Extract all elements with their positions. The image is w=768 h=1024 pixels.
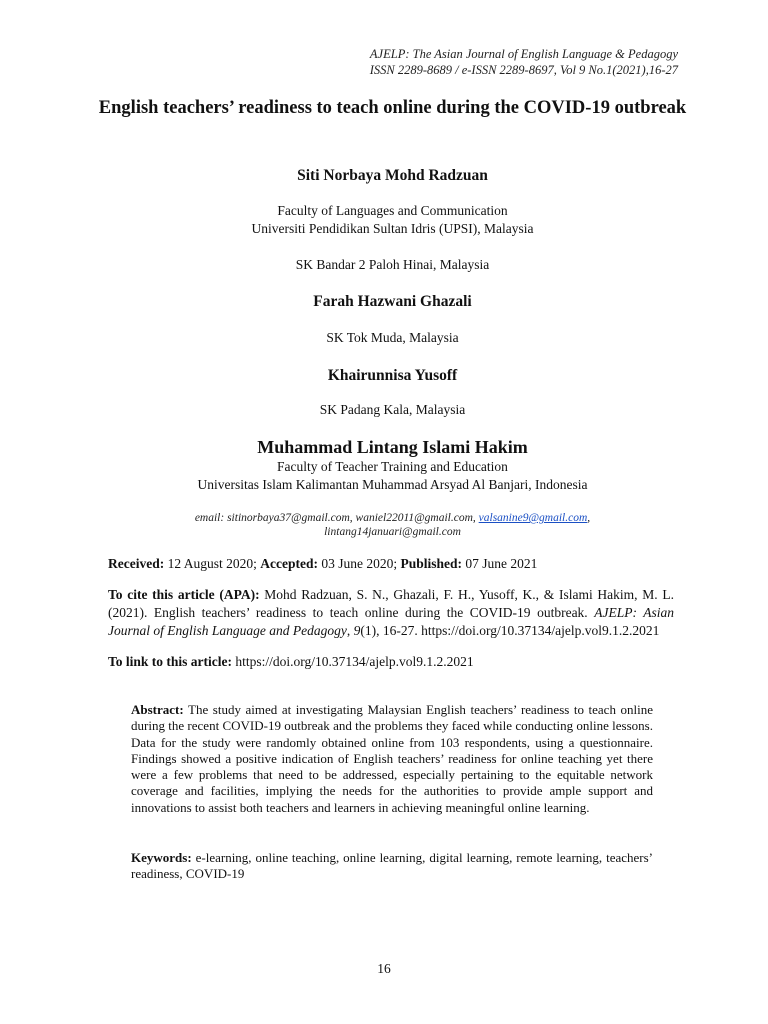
abstract-label: Abstract: [131, 702, 184, 717]
accepted-date: 03 June 2020; [317, 556, 401, 571]
author-name: Farah Hazwani Ghazali [313, 293, 472, 310]
received-label: Received: [108, 556, 165, 571]
published-date: 07 June 2021 [462, 556, 538, 571]
citation-doi: (1), 16-27. https://doi.org/10.37134/ajelp.vol9.1.2.2021 [360, 623, 660, 638]
citation-journal: AJELP: Asian Journal of English Language and Pedagogy [108, 605, 674, 638]
email-text: email: sitinorbaya37@gmail.com, waniel22011@gmail.com, [194, 512, 479, 524]
article-dates [108, 555, 674, 573]
author-affiliation: Faculty of Teacher Training and Education [277, 459, 508, 474]
article-link-paragraph [108, 653, 674, 671]
author-email-line2: lintang14januari@gmail.com [324, 526, 461, 538]
article-link-label: To link to this article: [108, 654, 233, 669]
author-name: Siti Norbaya Mohd Radzuan [297, 167, 488, 184]
citation-paragraph [108, 586, 674, 640]
journal-header-line1: AJELP: The Asian Journal of English Language & Pedagogy [369, 47, 678, 61]
author-affiliation: Universiti Pendidikan Sultan Idris (UPSI), Malaysia [251, 221, 534, 236]
author-affiliation: SK Padang Kala, Malaysia [319, 402, 466, 417]
author-affiliation: Faculty of Languages and Communication [277, 203, 508, 218]
accepted-label: Accepted: [260, 556, 318, 571]
email-separator: , [587, 512, 591, 524]
abstract-paragraph [131, 702, 653, 816]
author-emails [70, 511, 715, 526]
author-affiliation: Universitas Islam Kalimantan Muhammad Arsyad Al Banjari, Indonesia [197, 477, 588, 492]
citation-text: , [346, 623, 354, 638]
received-date: 12 August 2020; [164, 556, 261, 571]
abstract-text: The study aimed at investigating Malaysian English teachers’ readiness to teach online during the recent COVID-19 outbreak and the problems they faced while conducting online lessons. Data for the study were randomly obtained online from 103 respondents, using a questionnaire. Findings showed a positive indication of English teachers’ readiness for online teaching yet there were a few problems that need to be addressed, especially pertaining to the equitable network coverage and facilities, implying the needs for the authorities to provide ample support and innovations to assist both teachers and learners in achieving meaningful online learning. [131, 702, 653, 815]
citation-text: Mohd Radzuan, S. N., Ghazali, F. H., Yusoff, K., & Islami Hakim, M. L. (2021). English teachers’ readiness to teach online during the COVID-19 outbreak. [108, 587, 674, 620]
page-number: 16 [377, 961, 391, 976]
published-label: Published: [400, 556, 463, 571]
journal-header-line2: ISSN 2289-8689 / e-ISSN 2289-8697, Vol 9 No.1(2021),16-27 [369, 63, 678, 77]
author-name: Khairunnisa Yusoff [327, 367, 458, 384]
keywords-paragraph [131, 850, 653, 883]
article-title: English teachers’ readiness to teach online during the COVID-19 outbreak [98, 98, 687, 118]
citation-label: To cite this article (APA): [108, 587, 260, 602]
author-affiliation: SK Bandar 2 Paloh Hinai, Malaysia [295, 257, 490, 272]
keywords-label: Keywords: [131, 850, 192, 865]
author-name: Muhammad Lintang Islami Hakim [257, 437, 528, 457]
article-link-url[interactable]: https://doi.org/10.37134/ajelp.vol9.1.2.2021 [232, 654, 474, 669]
citation-volume: 9 [353, 623, 361, 638]
author-affiliation: SK Tok Muda, Malaysia [326, 330, 459, 345]
keywords-text: e-learning, online teaching, online learning, digital learning, remote learning, teachers’ readiness, COVID-19 [131, 850, 653, 882]
email-link[interactable]: valsanine9@gmail.com [478, 512, 588, 524]
